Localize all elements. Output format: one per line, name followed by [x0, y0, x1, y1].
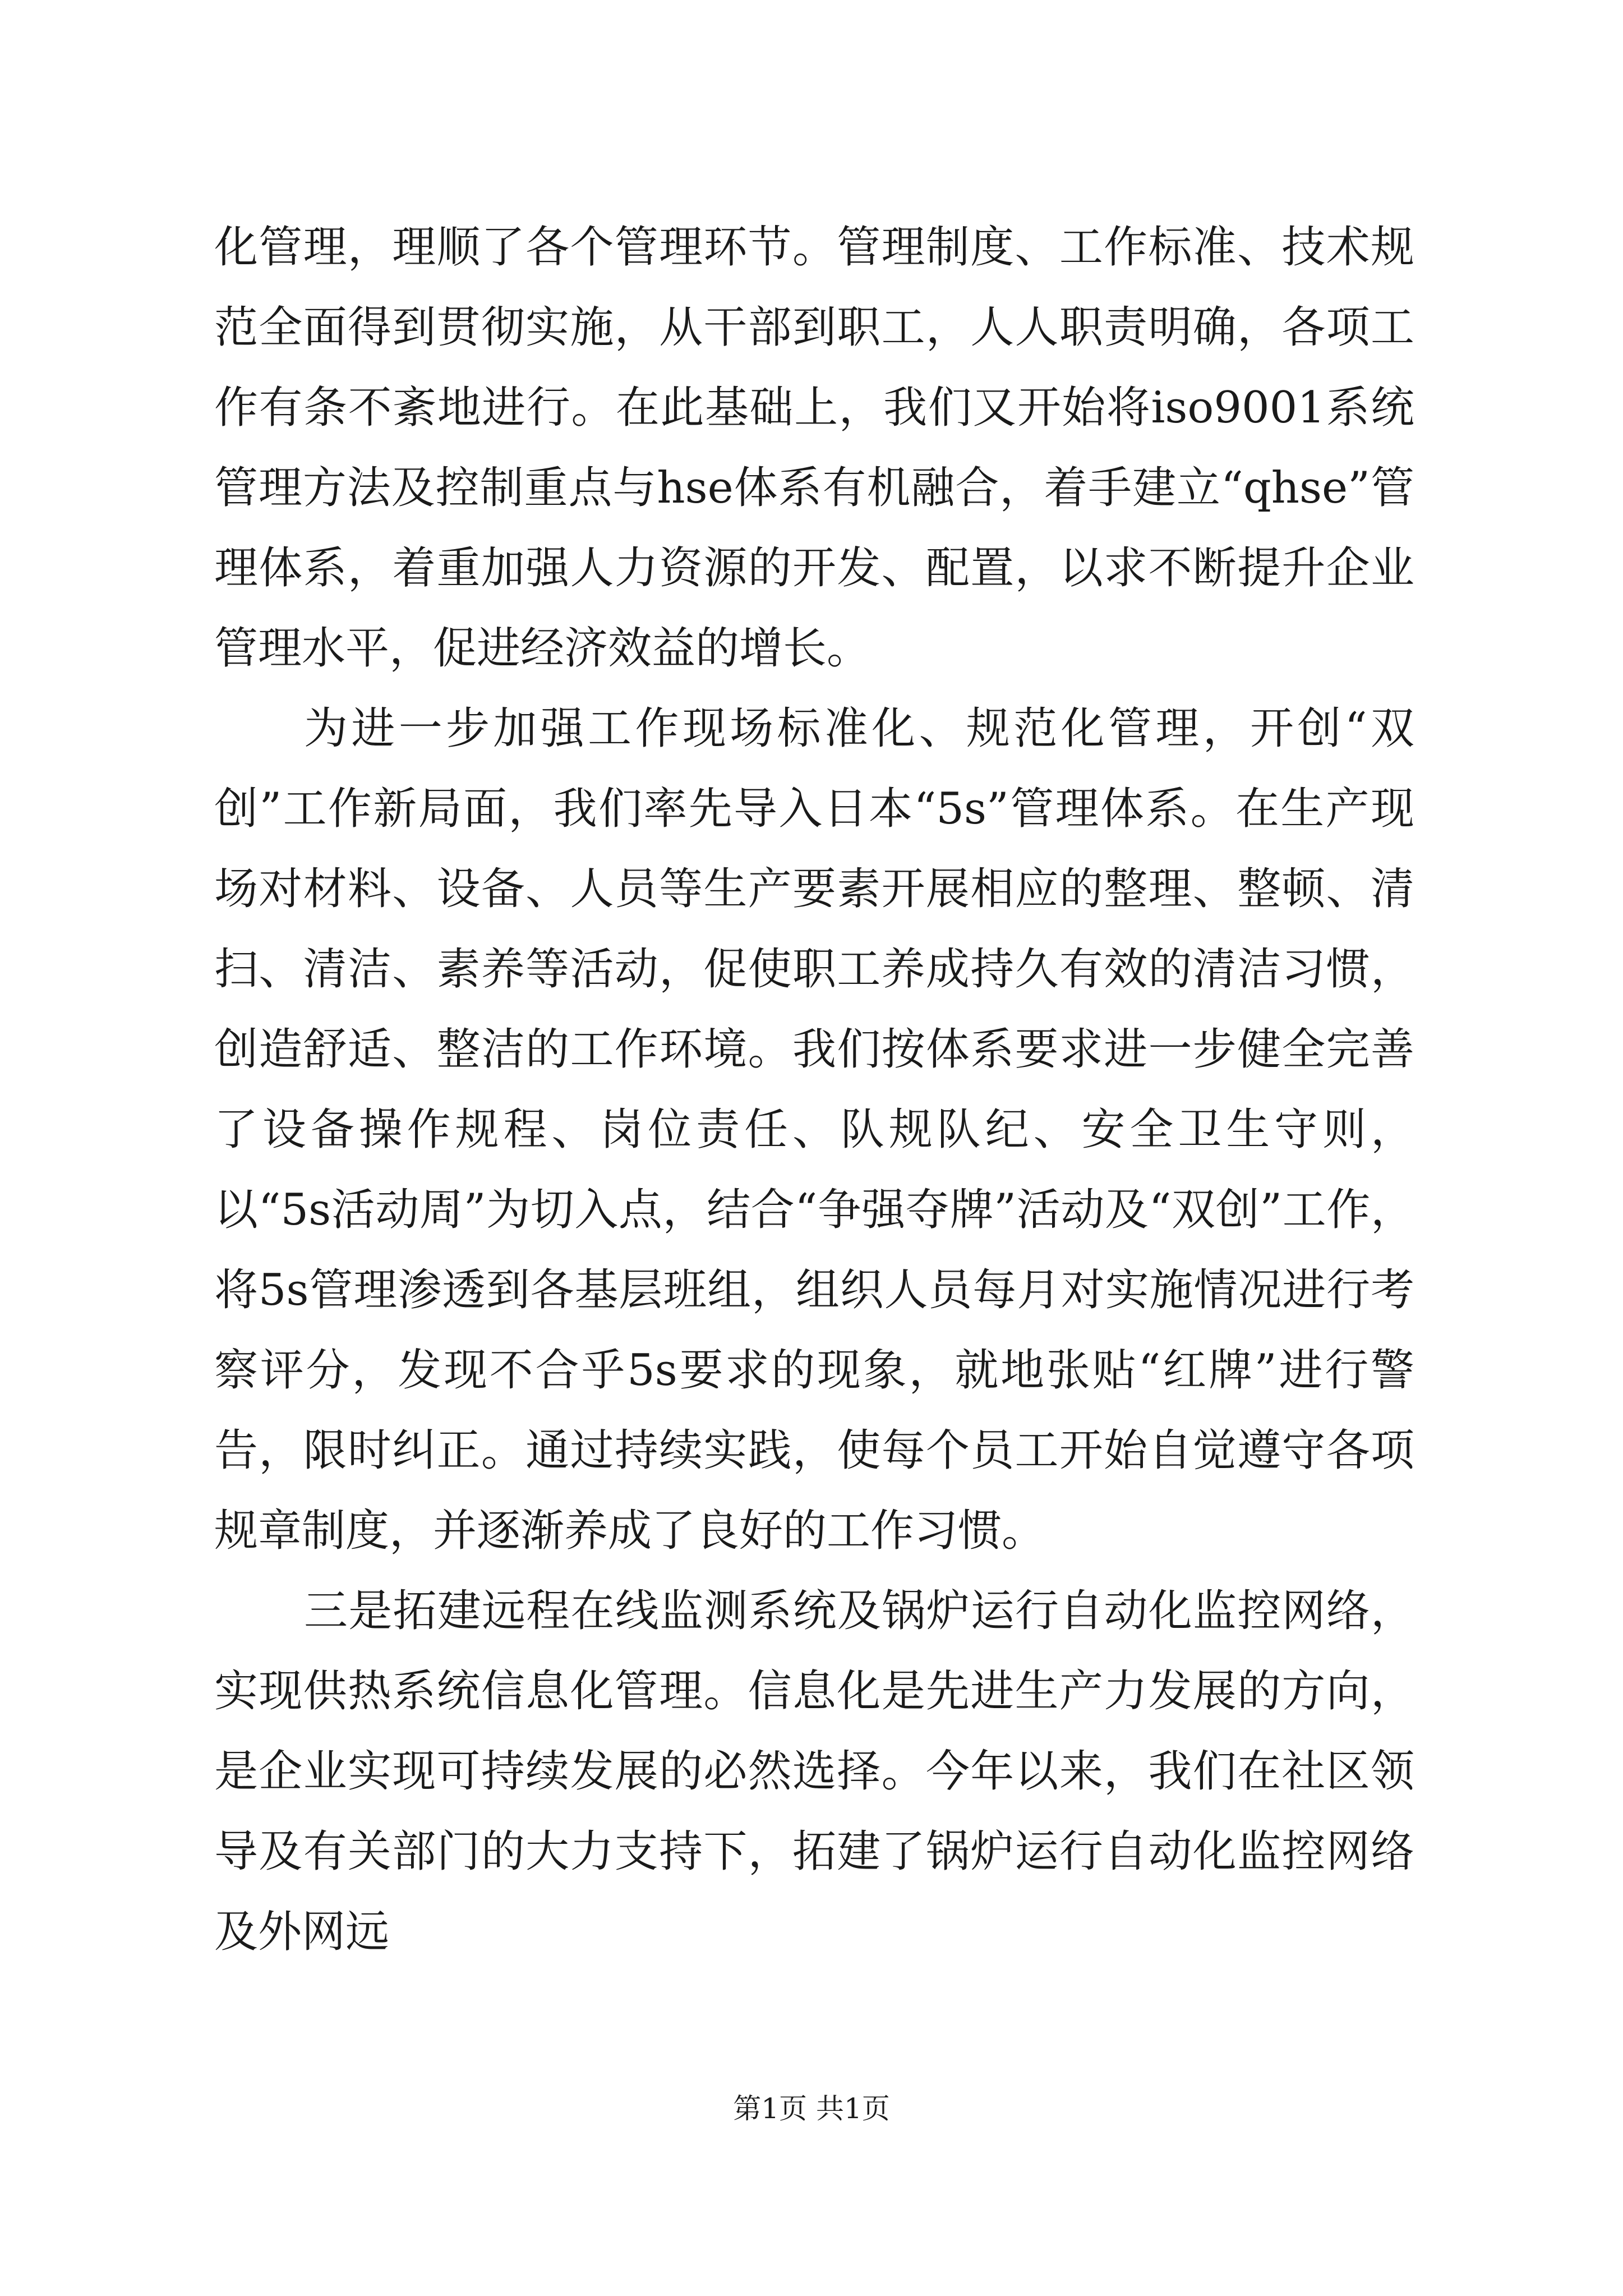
paragraph-remote-monitoring: 三是拓建远程在线监测系统及锅炉运行自动化监控网络，实现供热系统信息化管理。信息化是先进生产力发展的方向，是企业实现可持续发展的必然选择。今年以来，我们在社区领导及有关部门的大力支持下，拓建了锅炉运行自动化监控网络及外网远: [214, 1586, 1414, 1957]
page-number-footer: 第1页 共1页: [733, 2092, 890, 2125]
paragraph-5s-management: 为进一步加强工作现场标准化、规范化管理，开创“双创”工作新局面，我们率先导入日本“5s”管理体系。在生产现场对材料、设备、人员等生产要素开展相应的整理、整顿、清扫、清洁、素养等活动，促使职工养成持久有效的清洁习惯，创造舒适、整洁的工作环境。我们按体系要求进一步健全完善了设备操作规程、岗位责任、队规队纪、安全卫生守则，以“5s活动周”为切入点，结合“争强夺牌”活动及“双创”工作，将5s管理渗透到各基层班组，组织人员每月对实施情况进行考察评分，发现不合乎5s要求的现象，就地张贴“红牌”进行警告，限时纠正。通过持续实践，使每个员工开始自觉遵守各项规章制度，并逐渐养成了良好的工作习惯。: [214, 703, 1414, 1556]
document-body: [214, 208, 1414, 1972]
paragraph-continued: 化管理，理顺了各个管理环节。管理制度、工作标准、技术规范全面得到贯彻实施，从干部到职工，人人职责明确，各项工作有条不紊地进行。在此基础上，我们又开始将iso9001系统管理方法及控制重点与hse体系有机融合，着手建立“qhse”管理体系，着重加强人力资源的开发、配置，以求不断提升企业管理水平，促进经济效益的增长。: [214, 222, 1414, 674]
